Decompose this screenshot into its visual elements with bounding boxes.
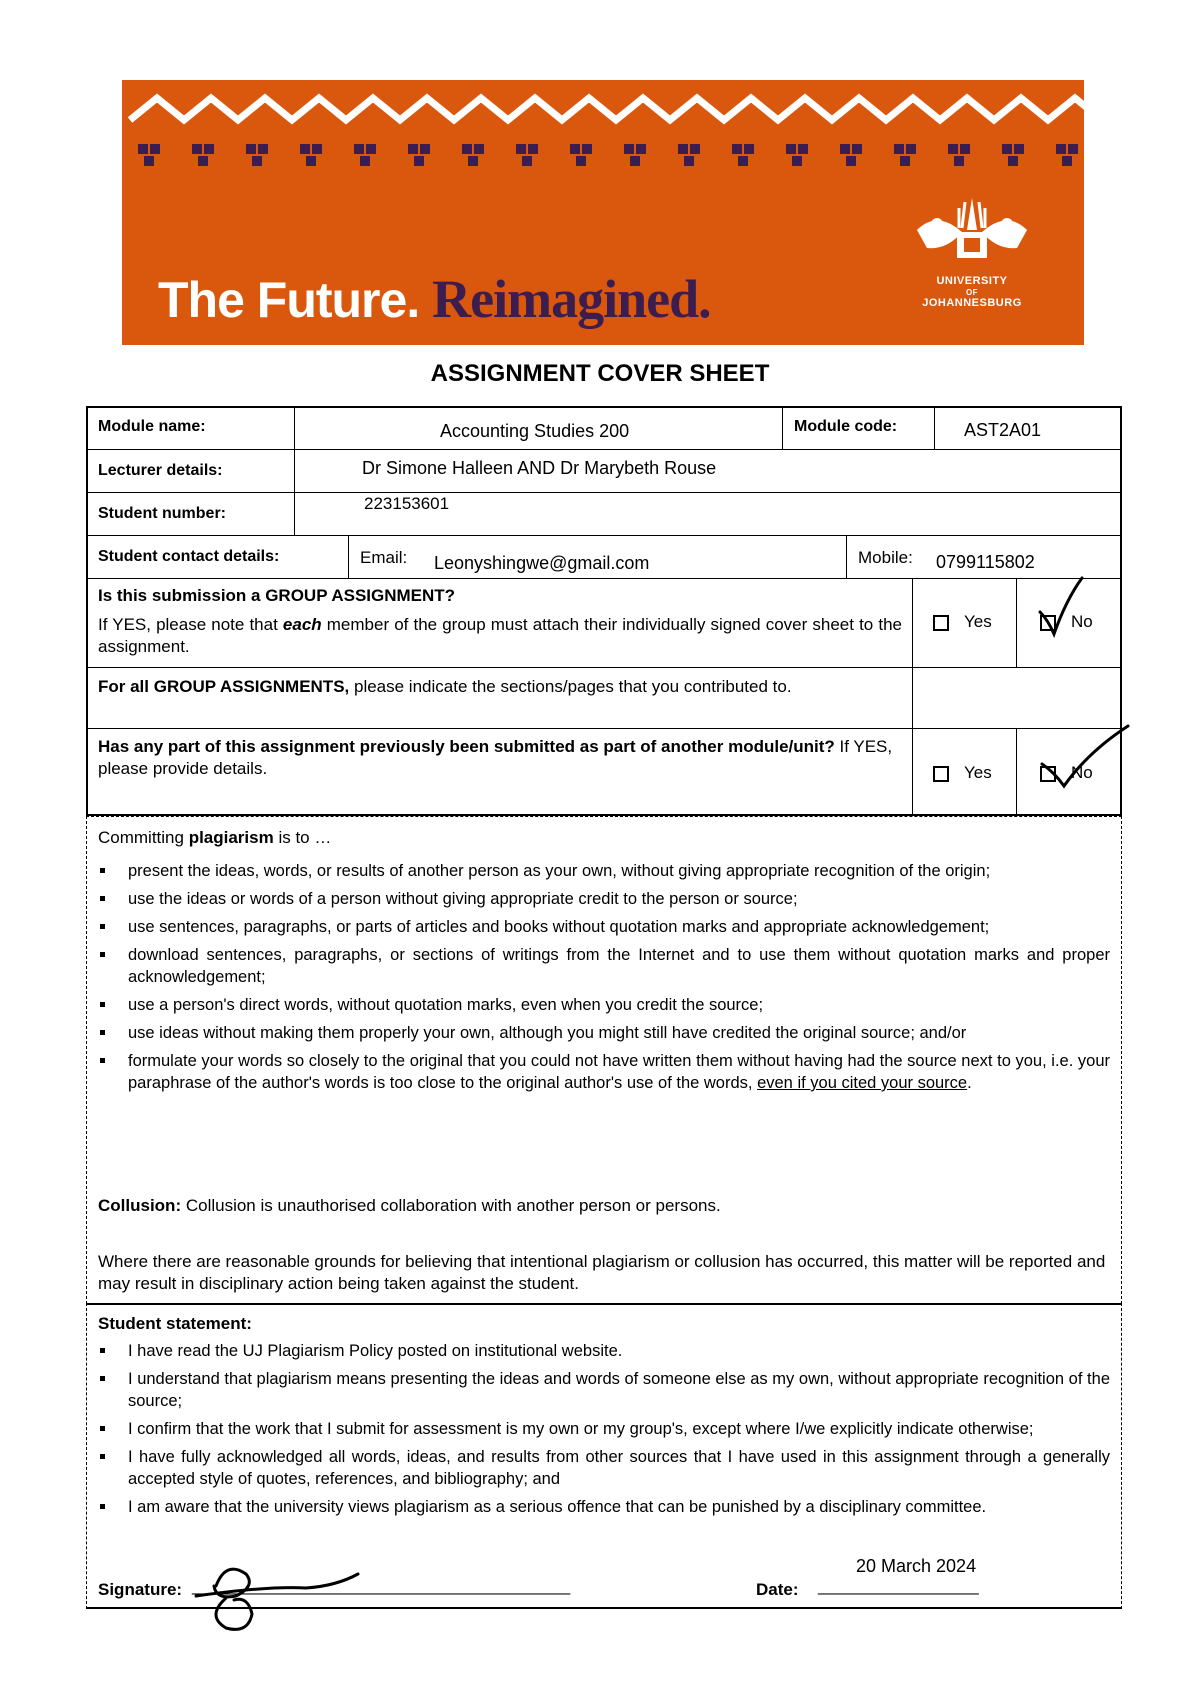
pattern-square <box>1014 144 1024 154</box>
pattern-square <box>738 156 748 166</box>
list-item-text: use sentences, paragraphs, or parts of articles and books without quotation marks and appropriate acknowledgement; <box>128 918 990 936</box>
mobile-value: 0799115802 <box>936 552 1035 572</box>
pattern-square <box>948 144 958 154</box>
list-item <box>98 1446 1110 1490</box>
handwritten-signature <box>186 1556 366 1636</box>
signature-label: Signature: <box>98 1580 183 1599</box>
prev-question: Has any part of this assignment previously been submitted as part of another module/unit? <box>98 737 835 756</box>
pattern-square <box>204 144 214 154</box>
pattern-square <box>840 144 850 154</box>
pattern-square <box>576 156 586 166</box>
list-item-text: use a person's direct words, without quotation marks, even when you credit the source; <box>128 996 764 1014</box>
pattern-square <box>906 144 916 154</box>
collusion-paragraph <box>98 1195 1110 1217</box>
tagline-part2: Reimagined. <box>432 269 711 329</box>
pattern-square <box>246 144 256 154</box>
page-title: ASSIGNMENT COVER SHEET <box>430 360 770 387</box>
module-name-label: Module name: <box>98 418 206 435</box>
bullet-icon <box>100 924 105 929</box>
pattern-square <box>468 156 478 166</box>
pattern-square <box>462 144 472 154</box>
tagline-part1: The Future. <box>158 272 420 328</box>
pattern-square <box>306 156 316 166</box>
pattern-square <box>570 144 580 154</box>
pattern-square <box>258 144 268 154</box>
tagline <box>158 268 711 330</box>
student-number-value: 223153601 <box>364 494 450 513</box>
plagiarism-intro <box>98 827 331 849</box>
list-item <box>98 1368 1110 1412</box>
date-line: _________________ <box>818 1576 979 1595</box>
bullet-icon <box>100 1058 105 1063</box>
module-code-value: AST2A01 <box>964 420 1042 440</box>
list-item <box>98 860 1110 882</box>
group-no-label: No <box>1071 612 1093 631</box>
collusion-bold: Collusion: <box>98 1196 182 1215</box>
section-border-left <box>86 816 87 1304</box>
date-label: Date: <box>756 1580 799 1599</box>
email-label: Email: <box>360 548 408 567</box>
pattern-square <box>414 156 424 166</box>
bullet-icon <box>100 868 105 873</box>
list-item <box>98 944 1110 988</box>
pattern-square <box>144 156 154 166</box>
pattern-square <box>792 156 802 166</box>
pattern-square <box>630 156 640 166</box>
pattern-square <box>420 144 430 154</box>
group-sections-rest: please indicate the sections/pages that you contributed to. <box>349 677 792 696</box>
pattern-square <box>408 144 418 154</box>
mobile-label: Mobile: <box>858 548 913 567</box>
pattern-square <box>528 144 538 154</box>
pattern-square <box>522 156 532 166</box>
list-item <box>98 916 1110 938</box>
handwritten-checkmark-icon <box>1040 722 1130 790</box>
pattern-square <box>798 144 808 154</box>
bullet-icon <box>100 1426 105 1431</box>
bullet-icon <box>100 1504 105 1509</box>
lecturer-value: Dr Simone Halleen AND Dr Marybeth Rouse <box>362 458 717 478</box>
list-item-text: I have fully acknowledged all words, ideas, and results from other sources that I have used in this assignment through a generally accepted style of quotes, references, and bibliography; and <box>128 1448 1110 1488</box>
pattern-square <box>474 144 484 154</box>
pattern-square <box>678 144 688 154</box>
list-item <box>98 994 1110 1016</box>
group-question: Is this submission a GROUP ASSIGNMENT? <box>98 586 456 605</box>
section-border-right <box>1121 816 1122 1304</box>
bullet-icon <box>100 1030 105 1035</box>
pattern-square <box>354 144 364 154</box>
pattern-square <box>900 156 910 166</box>
list-item <box>98 888 1110 910</box>
logo-line-1: UNIVERSITY <box>936 275 1008 287</box>
pattern-square <box>744 144 754 154</box>
pattern-square <box>192 144 202 154</box>
list-item-text-underlined: even if you cited your source <box>757 1074 968 1092</box>
date-value: 20 March 2024 <box>856 1556 977 1576</box>
pattern-square <box>684 156 694 166</box>
group-note-b: member of the group must attach their individually signed cover sheet to the assignment. <box>98 615 902 656</box>
consequence-paragraph: Where there are reasonable grounds for believing that intentional plagiarism or collusion has occurred, this matter will be reported and may result in disciplinary action being taken against the student. <box>98 1252 1106 1293</box>
pattern-square <box>636 144 646 154</box>
group-sections-text <box>98 676 902 698</box>
list-item-text: I am aware that the university views plagiarism as a serious offence that can be punished by a disciplinary committee. <box>128 1498 987 1516</box>
group-sections-answer-cell[interactable] <box>912 667 1122 729</box>
pattern-square <box>360 156 370 166</box>
list-item-text: I have read the UJ Plagiarism Policy posted on institutional website. <box>128 1342 623 1360</box>
pattern-square <box>1068 144 1078 154</box>
prev-yes-checkbox[interactable] <box>933 766 949 782</box>
pattern-square <box>252 156 262 166</box>
bullet-icon <box>100 1348 105 1353</box>
pattern-square <box>954 156 964 166</box>
pattern-square <box>582 144 592 154</box>
pattern-square <box>366 144 376 154</box>
list-item-text-a: formulate your words so closely to the original that you could not have written them without having had the source next to you, i.e. your paraphrase of the author's words is too close to the original author's use of the words, <box>128 1052 1110 1092</box>
crest-icon <box>907 190 1037 270</box>
group-note <box>98 614 902 658</box>
pattern-square <box>312 144 322 154</box>
bullet-icon <box>100 952 105 957</box>
email-value: Leonyshingwe@gmail.com <box>434 553 650 573</box>
list-item <box>98 1022 1110 1044</box>
module-code-label: Module code: <box>794 418 898 435</box>
logo-line-3: JOHANNESBURG <box>922 297 1022 309</box>
prev-no-label: No <box>1071 763 1093 782</box>
pattern-square <box>732 144 742 154</box>
university-logo <box>892 190 1052 310</box>
pattern-square <box>1008 156 1018 166</box>
lecturer-label: Lecturer details: <box>98 462 223 479</box>
collusion-text: Collusion is unauthorised collaboration with another person or persons. <box>181 1196 721 1215</box>
bullet-icon <box>100 1002 105 1007</box>
group-note-em: each <box>282 615 322 634</box>
statement-heading: Student statement: <box>98 1314 252 1333</box>
list-item-text: download sentences, paragraphs, or sections of writings from the Internet and to use them without quotation marks and proper acknowledgement; <box>128 946 1110 986</box>
pattern-square <box>894 144 904 154</box>
list-item <box>98 1418 1110 1440</box>
pattern-square <box>138 144 148 154</box>
plagiarism-intro-bold: plagiarism <box>188 828 274 847</box>
pattern-square <box>624 144 634 154</box>
pattern-square <box>150 144 160 154</box>
bullet-icon <box>100 1376 105 1381</box>
signature-line: ________________________________________ <box>192 1576 571 1595</box>
group-sections-bold: For all GROUP ASSIGNMENTS, <box>98 677 350 696</box>
plagiarism-list <box>98 860 1110 1100</box>
group-yes-label: Yes <box>964 612 992 631</box>
pattern-square <box>300 144 310 154</box>
prev-question-text <box>98 736 898 780</box>
plagiarism-intro-a: Committing <box>98 828 189 847</box>
list-item-text: use ideas without making them properly your own, although you might still have credited the original source; and/or <box>128 1024 967 1042</box>
pattern-square <box>960 144 970 154</box>
list-item-text: I understand that plagiarism means presenting the ideas and words of someone else as my own, without appropriate recognition of the source; <box>128 1370 1110 1410</box>
list-item-text: use the ideas or words of a person without giving appropriate credit to the person or source; <box>128 890 798 908</box>
pattern-square <box>516 144 526 154</box>
plagiarism-intro-b: is to … <box>273 828 332 847</box>
list-item <box>98 1050 1110 1094</box>
group-note-a: If YES, please note that <box>98 615 283 634</box>
pattern-square <box>1062 156 1072 166</box>
pattern-square <box>198 156 208 166</box>
group-yes-checkbox[interactable] <box>933 615 949 631</box>
bullet-icon <box>100 896 105 901</box>
list-item-text-end: . <box>967 1074 972 1092</box>
handwritten-checkmark-icon <box>1036 576 1086 638</box>
list-item-text: present the ideas, words, or results of another person as your own, without giving appropriate recognition of the origin; <box>128 862 991 880</box>
prev-note: If YES, please provide details. <box>98 737 893 778</box>
pattern-square <box>846 156 856 166</box>
contact-label: Student contact details: <box>98 548 280 565</box>
pattern-square <box>1002 144 1012 154</box>
prev-yes-label: Yes <box>964 763 992 782</box>
pattern-square <box>852 144 862 154</box>
list-item-text: I confirm that the work that I submit for assessment is my own or my group's, except where I/we explicitly indicate otherwise; <box>128 1420 1034 1438</box>
divider <box>86 816 1122 817</box>
pattern-square <box>1056 144 1066 154</box>
pattern-square <box>786 144 796 154</box>
module-name-value: Accounting Studies 200 <box>440 421 630 441</box>
bullet-icon <box>100 1454 105 1459</box>
list-item <box>98 1340 1110 1362</box>
logo-line-2: OF <box>965 288 979 297</box>
pattern-square <box>690 144 700 154</box>
student-number-label: Student number: <box>98 505 226 522</box>
list-item <box>98 1496 1110 1518</box>
header-banner <box>122 80 1084 345</box>
statement-list <box>98 1340 1110 1524</box>
zigzag-pattern-graphic <box>122 80 1084 200</box>
